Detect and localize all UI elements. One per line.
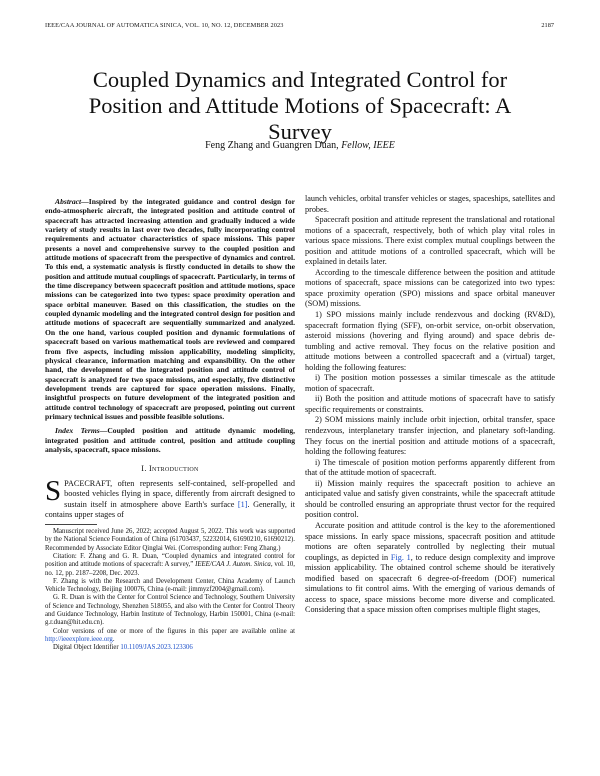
doi-link[interactable]: 10.1109/JAS.2023.123306 — [120, 644, 193, 652]
intro-text-end: . Generally, it contains upper stages of — [45, 499, 295, 520]
right-paragraph-5: ii) Both the position and attitude motions of spacecraft have to satisfy specific requirements or constraints. — [305, 394, 555, 414]
left-column — [45, 197, 295, 652]
citation-journal: IEEE/CAA J. Autom. Sinica — [195, 561, 271, 569]
color-post: . — [112, 635, 115, 643]
running-header: IEEE/CAA JOURNAL OF AUTOMATICA SINICA, VOL. 10, NO. 12, DECEMBER 2023 — [45, 22, 284, 29]
right-paragraph-8: ii) Mission mainly requires the spacecraft position to achieve an anticipated value and satisfy given constraints, while the spacecraft attitude should be controlled ensuring an appropriate thrust vector for the required position control. — [305, 478, 555, 520]
author-names: Feng Zhang and Guangren Duan, — [205, 140, 339, 151]
footnote-affiliation-1: F. Zhang is with the Research and Development Center, China Academy of Launch Vehicle Technology, Beijing 100076, China (e-mail: jimmyzf2004@gmail.com). — [45, 577, 295, 594]
right-paragraph-0: launch vehicles, orbital transfer vehicles or stages, spaceships, satellites and probes. — [305, 194, 555, 214]
right-paragraph-9 — [305, 521, 555, 616]
footnote-received: Manuscript received June 26, 2022; accepted August 5, 2022. This work was supported by the National Science Foundation of China (61703437, 52232014, 61690210, 61690212). Recommended by Associate Editor Qinglai Wei. (Corresponding author: Feng Zhang.) — [45, 528, 295, 552]
footnote-affiliation-2: G. R. Duan is with the Center for Control Science and Technology, Southern University of Science and Technology, Shenzhen 518055, and also with the Center for Control Theory and Guidance Technology, Harbin Institute of Technology, Harbin 150001, China (e-mail: g.r.duan@hit.edu.cn). — [45, 594, 295, 627]
p9-text-a: Accurate position and attitude control is the key to the aforementioned space missions. In early space missions, spacecraft position and attitude motions are often separately controlled by neglecting their mutual couplings, as depicted in — [305, 520, 555, 562]
color-pre: Color versions of one or more of the figures in this paper are available online at — [53, 627, 295, 635]
right-paragraph-3: 1) SPO missions mainly include rendezvous and docking (RV&D), spacecraft formation flying (SFF), on-orbit service, on-orbit observation, asteroid missions (hovering and flying around) and space debris de-tumbling and active removal. They focus on the relative position and attitude motions between a controlled spacecraft and a (virtual) target, holding the following features: — [305, 310, 555, 372]
abstract — [45, 197, 295, 421]
intro-text-start: PACECRAFT, often represents self-contained, self-propelled and boosted vehicles flying in space, differently from aircraft designed to sustain itself in atmosphere above Earth's surface — [64, 478, 295, 509]
intro-paragraph — [45, 474, 295, 521]
ieeexplore-link[interactable]: http://ieeexplore.ieee.org — [45, 635, 113, 643]
doi-label: Digital Object Identifier — [53, 644, 121, 652]
section-heading — [45, 464, 295, 475]
index-terms-label: Index Terms — [55, 426, 100, 436]
right-paragraph-4: i) The position motion possesses a similar timescale as the attitude motion of spacecraft. — [305, 373, 555, 393]
authors — [0, 140, 600, 151]
author-suffix: Fellow, IEEE — [341, 140, 395, 151]
index-terms — [45, 426, 295, 454]
right-paragraph-7: i) The timescale of position motion performs apparently different from that of the attitude motion of spacecraft. — [305, 457, 555, 478]
right-column — [305, 194, 555, 616]
section-title: Introduction — [149, 464, 199, 474]
abstract-label: Abstract — [55, 197, 82, 206]
paper-title: Coupled Dynamics and Integrated Control for Position and Attitude Motions of Spacecraft: A Survey — [88, 67, 512, 145]
footnote-color — [45, 628, 295, 645]
index-terms-text: —Coupled position and attitude dynamic modeling, integrated position and attitude control, position and attitude coupling analysis, spacecraft, space missions. — [45, 426, 296, 454]
footnote-divider — [45, 524, 97, 525]
citation-pre: Citation: F. Zhang and G. R. Duan, “Coupled dynamics and integrated control for position and attitude motions of spacecraft: A survey,” — [45, 552, 295, 569]
drop-cap: S — [45, 474, 62, 507]
p9-text-b: , to reduce design complexity and improve mission applicability. The obtained control scheme should be iteratively modified based on spacecraft 6 degree-of-freedom (DOF) numerical simulations to fit control aims. With the emerging of various demands of access to space, space missions become more diverse and complicated. Considering that a space mission often comprises multiple flight stages, — [305, 552, 555, 615]
right-paragraph-6: 2) SOM missions mainly include orbit injection, orbital transfer, space rendezvous, interplanetary transfer injection, and planetary soft-landing. They focus on the inertial position and attitude motions of a spacecraft, holding the following features: — [305, 415, 555, 457]
footnote-citation — [45, 553, 295, 578]
right-paragraph-1: Spacecraft position and attitude represent the translational and rotational motions of a spacecraft, respectively, both of which play vital roles in various space missions. There exist complex mutual couplings between the position and attitude motions of a controlled spacecraft, which will be explained in details later. — [305, 215, 555, 267]
abstract-text: —Inspired by the integrated guidance and control design for endo-atmospheric aircraft, the integrated position and attitude control of spacecraft has attracted increasing attention and gradually induced a wide variety of study results in last over two decades, fully incorporating control requirements and actuator characteristics of space missions. This paper presents a novel and comprehensive survey to the coupled position and attitude motions of spacecraft from the perspective of dynamics and control. To this end, a systematic analysis is firstly conducted in details to show the position and attitude mutual couplings of spacecraft. Particularly, in terms of the time discrepancy between spacecraft position and attitude motions, space missions can be categorized into two types: space proximity operation and space orbital maneuver. Based on this classification, the studies on the coupled dynamic modeling and the integrated control design for position and attitude motions of spacecraft are sequentially summarized and analyzed. On the one hand, various coupled position and dynamic formulations of spacecraft based on various mathematical tools are reviewed and compared from five aspects, including mission applicability, modeling simplicity, physical clearance, information matching and expansibility. On the other hand, the development of the integrated position and attitude control of spacecraft is analyzed for two space missions, and especially, five distinctive development trends are captured for space operation missions. Finally, insightful prospects on future development of the integrated position and attitude control technology of spacecraft are proposed, pointing out current primary technical issues and possible feasible solutions. — [45, 197, 295, 421]
page-number: 2187 — [541, 22, 554, 29]
citation-link[interactable]: [1] — [237, 499, 248, 509]
citation-post: , vol. 10, no. 12, pp. 2187–2208, Dec. 2023. — [45, 561, 296, 577]
footnote-doi — [45, 644, 295, 652]
section-number: I. — [141, 464, 147, 474]
figure-1-link[interactable]: Fig. 1 — [390, 552, 411, 562]
right-paragraph-2: According to the timescale difference between the position and attitude motions of spacecraft, space missions can be categorized into two types: space proximity operation (SPO) missions and space orbital maneuver (SOM) missions. — [305, 267, 555, 309]
